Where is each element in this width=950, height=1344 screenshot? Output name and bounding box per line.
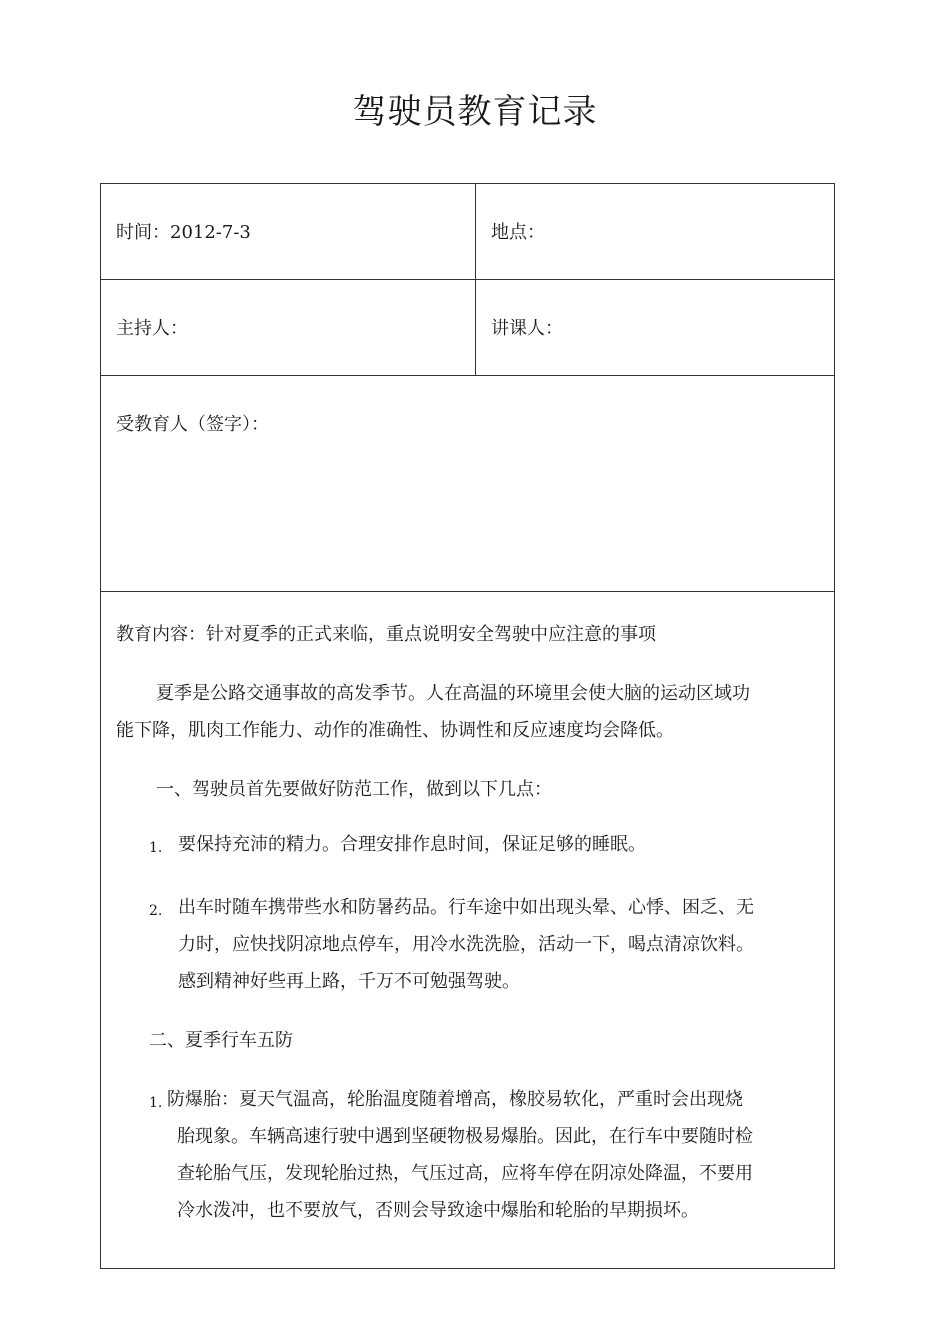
record-table xyxy=(100,183,835,1269)
page-title: 驾驶员教育记录 xyxy=(352,92,598,132)
place-cell xyxy=(476,184,834,279)
item2-number: 2. xyxy=(149,903,163,919)
item1-text: 要保持充沛的精力。合理安排作息时间，保证足够的睡眠。 xyxy=(178,834,646,855)
sub1-line-4: 冷水泼冲，也不要放气，否则会导致途中爆胎和轮胎的早期损坏。 xyxy=(177,1200,699,1221)
lecturer-label: 讲课人： xyxy=(491,318,563,339)
time-label: 时间： xyxy=(116,222,170,243)
host-label: 主持人： xyxy=(116,318,188,339)
time-cell xyxy=(101,184,476,279)
sub1-line-2: 胎现象。车辆高速行驶中遇到坚硬物极易爆胎。因此，在行车中要随时检 xyxy=(177,1126,753,1147)
trainees-label: 受教育人（签字）： xyxy=(116,414,269,435)
intro-line-2: 能下降，肌肉工作能力、动作的准确性、协调性和反应速度均会降低。 xyxy=(116,720,674,741)
row-host-lecturer xyxy=(101,280,834,376)
time-value: 2012-7-3 xyxy=(170,222,251,243)
item2-line-2: 力时，应快找阴凉地点停车，用冷水洗洗脸，活动一下，喝点清凉饮料。 xyxy=(178,934,754,955)
row-time-place xyxy=(101,184,834,280)
row-trainees xyxy=(101,376,834,592)
section2-title: 二、夏季行车五防 xyxy=(149,1030,293,1051)
sub1-line-3: 查轮胎气压，发现轮胎过热，气压过高，应将车停在阴凉处降温，不要用 xyxy=(177,1163,753,1184)
row-content xyxy=(101,592,834,1268)
intro-line-1: 夏季是公路交通事故的高发季节。人在高温的环境里会使大脑的运动区域功 xyxy=(156,683,750,704)
host-cell xyxy=(101,280,476,375)
item1-number: 1. xyxy=(149,840,163,856)
item2-line-1: 出车时随车携带些水和防暑药品。行车途中如出现头晕、心悸、困乏、无 xyxy=(178,897,754,918)
sub1-line-1: 防爆胎：夏天气温高，轮胎温度随着增高，橡胶易软化，严重时会出现烧 xyxy=(167,1089,743,1110)
place-label: 地点： xyxy=(491,222,545,243)
section1-title: 一、驾驶员首先要做好防范工作，做到以下几点： xyxy=(156,779,552,800)
sub1-number: 1. xyxy=(149,1095,163,1111)
item2-line-3: 感到精神好些再上路，千万不可勉强驾驶。 xyxy=(178,971,520,992)
lecturer-cell xyxy=(476,280,834,375)
content-heading: 教育内容：针对夏季的正式来临，重点说明安全驾驶中应注意的事项 xyxy=(116,624,656,645)
